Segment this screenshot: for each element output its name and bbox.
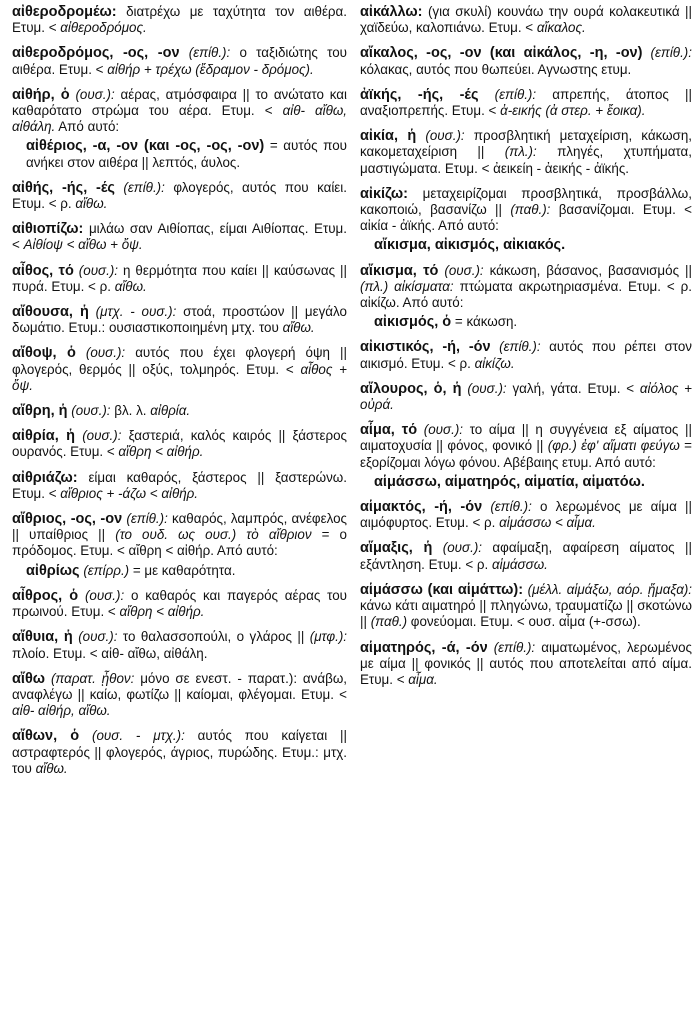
- entry-headword: αἴθουσα, ἡ: [12, 304, 89, 321]
- entry-etymology: αἴθω.: [282, 320, 315, 336]
- entry-definition: είμαι καθαρός, ξάστερος || ξαστερώνω. Ετυμ. <: [12, 469, 347, 501]
- entry-definition: μεταχειρίζομαι προσβλητικά, προσβάλλω, κακοποιώ, βασανίζω ||: [360, 185, 692, 218]
- entry-etymology: (παθ.): [370, 614, 408, 630]
- entry-definition: = κάκωση.: [454, 314, 518, 330]
- entry-headword: αἰθριάζω:: [12, 469, 78, 486]
- dictionary-entry: [360, 339, 692, 371]
- dictionary-entry: [12, 345, 347, 394]
- entry-headword: αἰθήρ, ὁ: [12, 86, 70, 103]
- entry-part-of-speech: (ουσ.):: [84, 587, 125, 603]
- entry-etymology: (φρ.) ἐφ' αἵματι φεύγω: [547, 438, 680, 454]
- entry-part-of-speech: (ουσ.):: [423, 422, 464, 438]
- entry-etymology: αἰθ- αἰθήρ, αἴθω.: [12, 703, 111, 719]
- entry-tail: πλοίο. Ετυμ. < αἰθ- αἴθω, αἰθάλη.: [12, 645, 208, 661]
- entry-definition: αυτός που ρέπει στον αικισμό. Ετυμ. < ρ.: [360, 339, 692, 371]
- entry-tail: = εξορίζομαι λόγω φόνου. Αβέβαιης ετυμ. Από αυτό:: [360, 438, 692, 470]
- dictionary-entry: [360, 186, 692, 235]
- entry-etymology: αἴθρη < αἰθήρ.: [119, 604, 205, 620]
- entry-definition: το θαλασσοπούλι, ο γλάρος ||: [122, 629, 305, 645]
- entry-definition: καθαρός, λαμπρός, ανέφελος || υπαίθριος ||: [12, 511, 347, 543]
- entry-part-of-speech: (επίθ.):: [123, 179, 165, 195]
- entry-headword: αἴθω: [12, 670, 46, 687]
- entry-tail: φονεύομαι. Ετυμ. < ουσ. αἷμα (+-σσω).: [410, 614, 641, 630]
- sub-entry: [360, 314, 692, 330]
- dictionary-entry: [360, 4, 692, 36]
- entry-headword: αἰθρίως: [26, 562, 80, 579]
- entry-definition: στοά, προστώον || μεγάλο δωμάτιο. Ετυμ.: ουσιαστικοποιημένη μτχ. του: [12, 304, 347, 336]
- entry-definition: αυτός που έχει φλογερή όψη || φλογερός, θερμός || οξύς, τολμηρός. Ετυμ. <: [12, 345, 347, 377]
- entry-headword: αἱμάσσω, αἱματηρός, αἱματία, αἱματόω.: [374, 473, 645, 490]
- entry-part-of-speech: (επίθ.):: [494, 86, 537, 102]
- entry-headword: αἷμα, τό: [360, 422, 418, 439]
- dictionary-entry: [12, 45, 347, 77]
- entry-part-of-speech: (ουσ.):: [425, 128, 465, 144]
- entry-etymology: αἰκίζω.: [474, 355, 515, 371]
- entry-part-of-speech: (ουσ.):: [82, 428, 122, 444]
- dictionary-entry: [12, 671, 347, 720]
- entry-part-of-speech: (επίθ.):: [499, 339, 541, 355]
- dictionary-entry: [12, 4, 347, 36]
- entry-etymology: αἰθήρ + τρέχω (ἔδραμον - δρόμος).: [107, 61, 314, 77]
- entry-etymology: ἀ-εικής (ἀ στερ. + ἔοικα).: [500, 103, 646, 119]
- entry-part-of-speech: (επίθ.):: [188, 45, 231, 61]
- entry-definition: αυτός που καίγεται || αστραφτερός || φλογερός, άγριος, πυρώδης. Ετυμ.: μτχ. του: [12, 728, 347, 776]
- entry-definition: φλογερός, αυτός που καίει. Ετυμ. < ρ.: [12, 179, 347, 212]
- entry-headword: αἴθοψ, ὁ: [12, 345, 76, 362]
- entry-definition: κόλακας, αυτός που θωπεύει. Αγνωστης ετυμ.: [360, 61, 632, 77]
- entry-definition: μιλάω σαν Αιθίοπας, είμαι Αιθίοπας. Ετυμ. <: [12, 221, 347, 253]
- entry-tail: Από αυτό:: [58, 119, 120, 135]
- entry-headword: αἱματηρός, -ά, -όν: [360, 639, 488, 656]
- entry-etymology: αἱμάσσω < αἷμα.: [499, 515, 596, 531]
- entry-definition: = αυτός που ανήκει στον αιθέρα || λεπτός, άυλος.: [26, 138, 347, 170]
- entry-part-of-speech: (ουσ. - μτχ.):: [92, 728, 185, 744]
- entry-etymology: αἴθω.: [75, 196, 108, 212]
- entry-headword: αἰκισμός, ὁ: [374, 314, 452, 331]
- entry-headword: αἴκαλος, -ος, -ον (και αἰκάλος, -η, -ον): [360, 45, 643, 62]
- entry-part-of-speech: (επίθ.):: [490, 499, 532, 515]
- entry-etymology: αἰόλος + οὐρά.: [360, 380, 692, 413]
- entry-definition: ο λερωμένος με αίμα || αιμόφυρτος. Ετυμ. < ρ.: [360, 499, 692, 531]
- entry-etymology: (μτφ.):: [309, 629, 347, 645]
- entry-etymology: αἴθω.: [35, 760, 68, 776]
- entry-etymology: αἴθρη < αἰθήρ.: [118, 444, 204, 460]
- entry-headword: αἰθής, -ής, -ές: [12, 179, 115, 196]
- entry-part-of-speech: (μέλλ. αἱμάξω, αόρ. ᾕμαξα):: [527, 581, 693, 597]
- entry-definition: προσβλητική μεταχείριση, κάκωση, κακομεταχείριση ||: [360, 128, 692, 160]
- dictionary-entry: [12, 180, 347, 212]
- entry-etymology: (πλ.) αἰκίσματα:: [360, 278, 454, 294]
- entry-headword: αἰθεροδρομέω:: [12, 4, 117, 20]
- entry-definition: βλ. λ.: [114, 403, 147, 419]
- entry-definition: γαλή, γάτα. Ετυμ. <: [512, 380, 635, 396]
- entry-definition: απρεπής, άτοπος || αναξιοπρεπής. Ετυμ. <: [360, 86, 692, 119]
- entry-etymology: Αἰθίοψ < αἴθω + ὄψ.: [23, 237, 143, 253]
- entry-tail: πτώματα ακρωτηριασμένα. Ετυμ. < ρ. αἰκίζω. Από αυτό:: [360, 278, 692, 311]
- entry-definition: ο ταξιδιώτης του αιθέρα. Ετυμ. <: [12, 45, 347, 77]
- entry-etymology: (παθ.):: [510, 202, 551, 218]
- entry-headword: αἴθων, ὁ: [12, 728, 80, 745]
- entry-tail: βασανίζομαι. Ετυμ. < αἰκία - ἀϊκής. Από αυτό:: [360, 202, 692, 234]
- entry-etymology: αἶθος + ὄψ.: [12, 361, 347, 393]
- entry-definition: η θερμότητα που καίει || καύσωνας || πυρά. Ετυμ. < ρ.: [12, 262, 347, 294]
- entry-etymology: αἴθω.: [114, 278, 147, 294]
- entry-tail: πληγές, χτυπήματα, μαστιγώματα. Ετυμ. < ἀεικείη - ἀεικής - ἀϊκής.: [360, 144, 692, 176]
- entry-etymology: αἰθ- αἴθω, αἰθάλη.: [12, 103, 347, 135]
- dictionary-entry: [360, 422, 692, 471]
- entry-definition: διατρέχω με ταχύτητα τον αιθέρα. Ετυμ. <: [12, 4, 347, 36]
- entry-etymology: αἴθριος + -άζω < αἰθήρ.: [60, 485, 199, 501]
- dictionary-entry: [12, 511, 347, 560]
- entry-headword: αἴθυια, ἡ: [12, 629, 73, 646]
- entry-headword: αἰκίζω:: [360, 185, 408, 202]
- entry-headword: αἰκία, ἡ: [360, 128, 417, 145]
- entry-part-of-speech: (ουσ.):: [85, 345, 126, 361]
- entry-part-of-speech: (ουσ.):: [78, 629, 118, 645]
- sub-entry: [12, 563, 347, 579]
- entry-part-of-speech: (ουσ.):: [75, 86, 115, 102]
- entry-definition: ο καθαρός και παγερός αέρας του πρωινού. Ετυμ. <: [12, 587, 347, 620]
- dictionary-entry: [360, 87, 692, 119]
- entry-part-of-speech: (επίθ.):: [650, 45, 692, 61]
- dictionary-entry: [12, 263, 347, 295]
- entry-definition: = με καθαρότητα.: [132, 562, 236, 578]
- entry-etymology: (το ουδ. ως ουσ.) τὸ αἴθριον: [115, 527, 312, 543]
- entry-headword: αἴθριος, -ος, -ον: [12, 511, 123, 528]
- entry-headword: αἰθιοπίζω:: [12, 221, 84, 238]
- entry-part-of-speech: (επίρρ.): [83, 562, 130, 578]
- entry-headword: αἰκιστικός, -ή, -όν: [360, 339, 491, 356]
- dictionary-entry: [360, 499, 692, 531]
- left-column: [12, 4, 347, 786]
- entry-part-of-speech: (παρατ. ᾖθον:: [50, 670, 135, 686]
- dictionary-entry: [12, 304, 347, 336]
- entry-headword: αἰθρία, ἡ: [12, 428, 76, 445]
- entry-definition: αφαίμαξη, αφαίρεση αίματος || εξάντληση. Ετυμ. < ρ.: [360, 540, 692, 572]
- entry-headword: αἰκάλλω:: [360, 4, 423, 20]
- entry-etymology: αἴκαλος.: [536, 20, 586, 36]
- sub-entry: [360, 237, 692, 253]
- dictionary-entry: [12, 87, 347, 136]
- dictionary-entry: [12, 403, 347, 419]
- dictionary-entry: [12, 470, 347, 502]
- dictionary-entry: [360, 381, 692, 413]
- entry-headword: αἴκισμα, αἰκισμός, αἰκιακός.: [374, 237, 566, 254]
- dictionary-entry: [360, 640, 692, 689]
- sub-entry: [360, 474, 692, 490]
- entry-etymology: (πλ.):: [504, 144, 537, 160]
- sub-entry: [12, 138, 347, 170]
- entry-definition: αέρας, ατμόσφαιρα || το ανώτατο και καθαρότατο στρώμα του αέρα. Ετυμ. <: [12, 86, 347, 119]
- dictionary-entry: [360, 540, 692, 572]
- entry-headword: αἱμάσσω (και αἱμάττω):: [360, 581, 524, 598]
- right-column: [360, 4, 692, 697]
- entry-part-of-speech: (ουσ.):: [78, 262, 119, 278]
- entry-etymology: αἷμα.: [408, 671, 438, 687]
- entry-headword: αἶθος, τό: [12, 262, 74, 279]
- entry-definition: κάκωση, βάσανος, βασανισμός ||: [489, 262, 692, 278]
- entry-definition: το αίμα || η συγγένεια εξ αίματος || αιματοχυσία || φόνος, φονικό ||: [360, 422, 692, 454]
- dictionary-entry: [12, 428, 347, 460]
- entry-part-of-speech: (μτχ. - ουσ.):: [95, 304, 177, 320]
- dictionary-entry: [12, 728, 347, 777]
- entry-headword: αἱμακτός, -ή, -όν: [360, 499, 483, 516]
- entry-definition: μόνο σε ενεστ. - παρατ.): ανάβω, αναφλέγω || καίω, φωτίζω || καίομαι, φλέγομαι. Ετυμ. <: [12, 670, 347, 702]
- entry-headword: αἰθεροδρόμος, -ος, -ον: [12, 45, 180, 62]
- entry-part-of-speech: (ουσ.):: [71, 403, 111, 419]
- dictionary-entry: [12, 629, 347, 661]
- dictionary-entry: [12, 221, 347, 253]
- entry-definition: (για σκυλί) κουνάω την ουρά κολακευτικά || χαϊδεύω, καλοπιάνω. Ετυμ. <: [360, 4, 692, 36]
- entry-headword: αἵμαξις, ἡ: [360, 540, 433, 557]
- entry-part-of-speech: (ουσ.):: [467, 380, 507, 396]
- entry-part-of-speech: (ουσ.):: [442, 540, 483, 556]
- dictionary-entry: [360, 582, 692, 631]
- entry-headword: αἴλουρος, ὁ, ἡ: [360, 380, 462, 397]
- entry-etymology: αἰθρία.: [150, 403, 191, 419]
- entry-part-of-speech: (επίθ.):: [126, 511, 168, 527]
- dictionary-entry: [360, 128, 692, 177]
- entry-headword: αἰθέριος, -α, -ον (και -ος, -ος, -ον): [26, 138, 265, 155]
- entry-headword: ἀϊκής, -ής, -ές: [360, 86, 479, 103]
- dictionary-entry: [360, 263, 692, 312]
- entry-definition: κάνω κάτι αιματηρό || πληγώνω, τραυματίζω || σκοτώνω ||: [360, 598, 692, 630]
- entry-tail: = ο πρόδομος. Ετυμ. < αἴθρη < αἰθήρ. Από αυτό:: [12, 527, 347, 559]
- entry-headword: αἶθρος, ὁ: [12, 587, 79, 604]
- entry-part-of-speech: (ουσ.):: [444, 262, 484, 278]
- dictionary-entry: [12, 588, 347, 620]
- entry-headword: αἴκισμα, τό: [360, 262, 439, 279]
- entry-headword: αἴθρη, ἡ: [12, 403, 68, 420]
- entry-definition: αιματωμένος, λερωμένος με αίμα || φονικός || αυτός που αποτελείται από αίμα. Ετυμ. <: [360, 639, 692, 687]
- entry-etymology: αἱμάσσω.: [491, 556, 548, 572]
- entry-definition: ξαστεριά, καλός καιρός || ξάστερος ουρανός. Ετυμ. <: [12, 428, 347, 460]
- entry-part-of-speech: (επίθ.):: [493, 639, 536, 655]
- entry-etymology: αἰθεροδρόμος.: [60, 20, 147, 36]
- dictionary-entry: [360, 45, 692, 77]
